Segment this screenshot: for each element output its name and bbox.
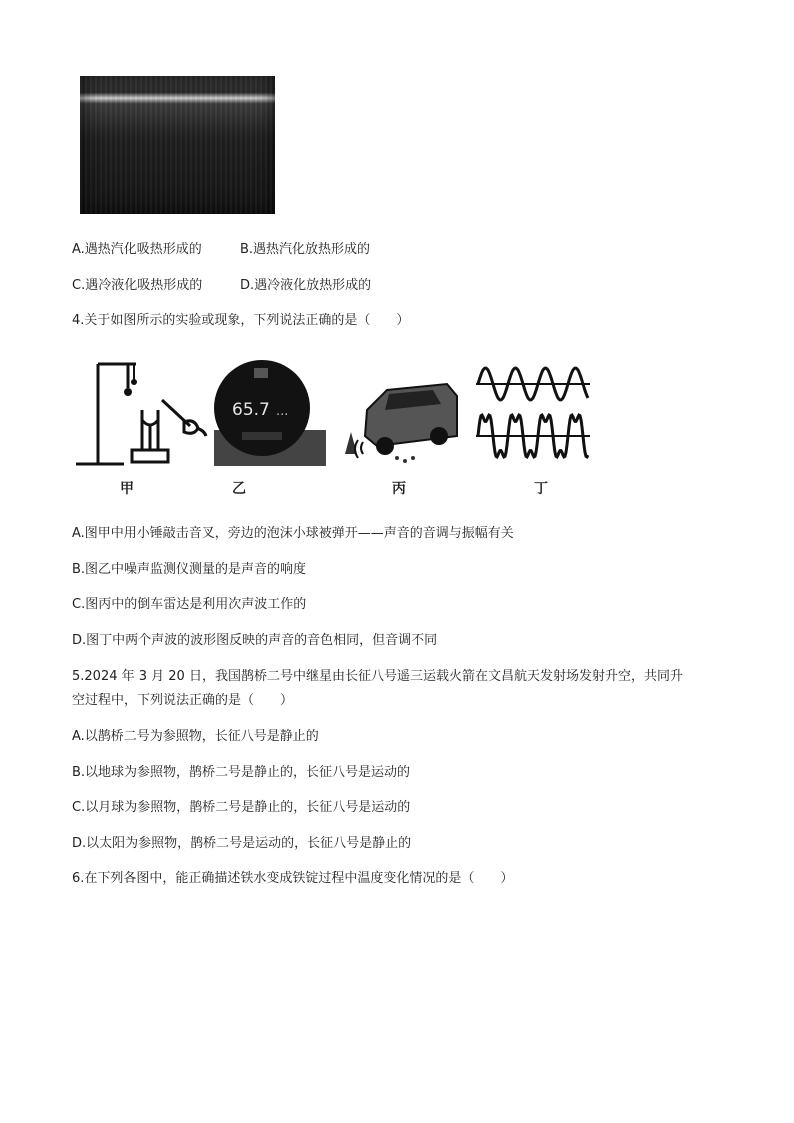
q4-stem: 4.关于如图所示的实验或现象，下列说法正确的是（ ） <box>72 313 410 328</box>
waveform-illustration <box>472 350 592 475</box>
q3-option-c: C.遇冷液化吸热形成的 <box>72 278 203 293</box>
q4-option-d: D.图丁中两个声波的波形图反映的声音的音色相同，但音调不同 <box>72 633 438 648</box>
q5-option-c: C.以月球为参照物，鹊桥二号是静止的，长征八号是运动的 <box>72 800 411 815</box>
noise-meter-illustration <box>212 350 332 475</box>
q4-option-b: B.图乙中噪声监测仪测量的是声音的响度 <box>72 562 307 577</box>
figure-label-jia: 甲 <box>120 481 134 497</box>
q4-figure <box>72 350 592 502</box>
q3-option-b: B.遇热汽化放热形成的 <box>240 242 371 257</box>
q4-option-a: A.图甲中用小锤敲击音叉，旁边的泡沫小球被弹开——声音的音调与振幅有关 <box>72 526 514 541</box>
fog-photo <box>80 76 275 214</box>
q5-stem-line2: 空过程中，下列说法正确的是（ ） <box>72 693 294 708</box>
svg-text:...: ... <box>276 404 289 419</box>
reversing-car-illustration <box>337 350 462 475</box>
q5-stem-line1: 5.2024 年 3 月 20 日，我国鹊桥二号中继星由长征八号遥三运载火箭在文昌航天发射场发射升空，共同升 <box>72 669 683 684</box>
q6-stem: 6.在下列各图中，能正确描述铁水变成铁锭过程中温度变化情况的是（ ） <box>72 871 514 886</box>
q5-option-a: A.以鹊桥二号为参照物，长征八号是静止的 <box>72 729 319 744</box>
figure-label-bing: 丙 <box>392 481 406 497</box>
q3-option-a: A.遇热汽化吸热形成的 <box>72 242 202 257</box>
q3-option-d: D.遇冷液化放热形成的 <box>240 278 372 293</box>
q5-option-d: D.以太阳为参照物，鹊桥二号是运动的，长征八号是静止的 <box>72 836 412 851</box>
figure-label-ding: 丁 <box>534 481 548 497</box>
tuning-fork-illustration <box>72 350 212 475</box>
q4-option-c: C.图丙中的倒车雷达是利用次声波工作的 <box>72 597 307 612</box>
figure-label-yi: 乙 <box>232 481 246 497</box>
meter-reading: 65.7 <box>232 400 270 420</box>
q5-option-b: B.以地球为参照物，鹊桥二号是静止的，长征八号是运动的 <box>72 765 411 780</box>
